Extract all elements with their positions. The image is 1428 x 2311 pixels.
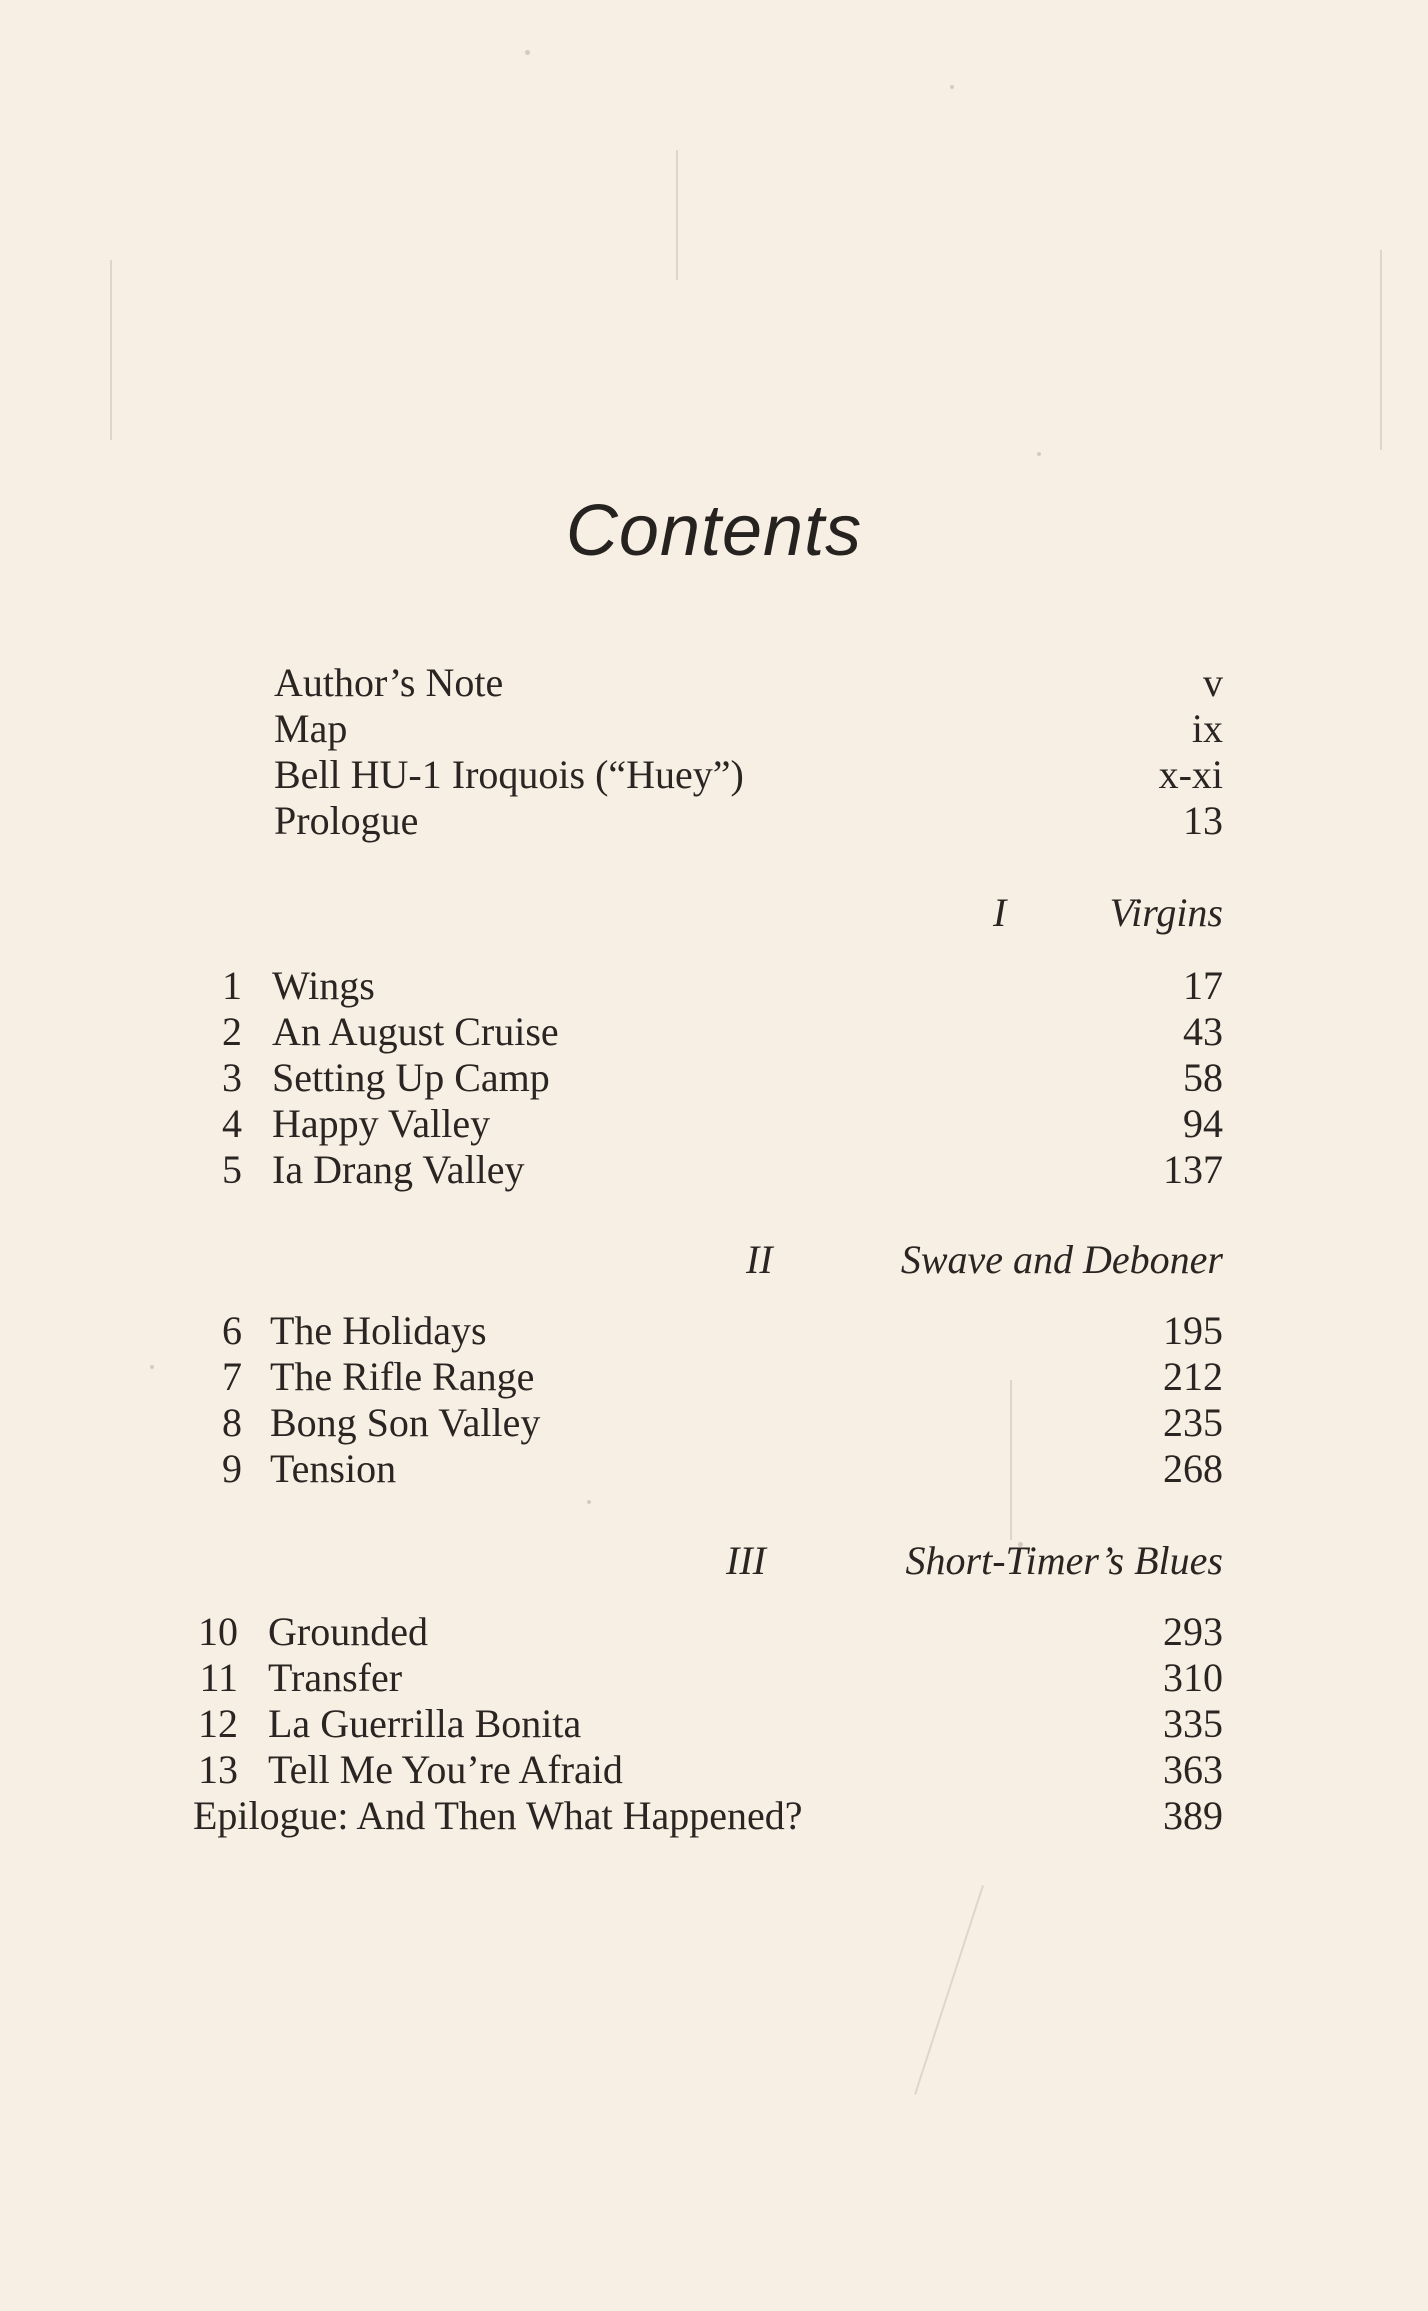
toc-chapter [0, 1308, 1428, 1354]
chapter-number: 3 [222, 1055, 242, 1100]
toc-entry [0, 798, 1428, 844]
chapter-title: Ia Drang Valley [272, 1147, 525, 1192]
part-name: Virgins [1109, 890, 1223, 935]
toc-chapter [0, 1400, 1428, 1446]
chapter-number: 13 [198, 1747, 238, 1792]
toc-chapter [0, 1609, 1428, 1655]
chapter-title: Bong Son Valley [270, 1400, 541, 1445]
entry-label: Map [274, 706, 348, 751]
entry-page: x-xi [1158, 752, 1223, 797]
toc-chapter [0, 1747, 1428, 1793]
paper-speck [1037, 452, 1041, 456]
toc-chapter [0, 1147, 1428, 1193]
chapter-page: 212 [1163, 1354, 1223, 1399]
toc-chapter [0, 1354, 1428, 1400]
paper-speck [525, 50, 530, 55]
chapter-page: 58 [1183, 1055, 1223, 1100]
chapter-page: 43 [1183, 1009, 1223, 1054]
chapter-number: 6 [222, 1308, 242, 1353]
chapter-number: 2 [222, 1009, 242, 1054]
chapter-number: 12 [198, 1701, 238, 1746]
paper-scratch [914, 1885, 984, 2095]
part-numeral: I [993, 890, 1007, 935]
chapter-number: 1 [222, 963, 242, 1008]
entry-page: 13 [1183, 798, 1223, 843]
epilogue-page: 389 [1163, 1793, 1223, 1838]
chapter-page: 17 [1183, 963, 1223, 1008]
chapter-title: Tell Me You’re Afraid [268, 1747, 623, 1792]
paper-scratch [676, 150, 678, 280]
entry-label: Author’s Note [274, 660, 504, 705]
chapter-title: The Rifle Range [270, 1354, 535, 1399]
entry-label: Prologue [274, 798, 419, 843]
chapter-number: 4 [222, 1101, 242, 1146]
toc-entry [0, 660, 1428, 706]
toc-chapter [0, 1701, 1428, 1747]
chapter-page: 235 [1163, 1400, 1223, 1445]
paper-scratch [110, 260, 112, 440]
chapter-number: 9 [222, 1446, 242, 1491]
chapter-title: Happy Valley [272, 1101, 491, 1146]
part-name: Short-Timer’s Blues [905, 1538, 1223, 1583]
toc-chapter [0, 1009, 1428, 1055]
chapter-title: La Guerrilla Bonita [268, 1701, 582, 1746]
entry-page: v [1203, 660, 1223, 705]
chapter-number: 7 [222, 1354, 242, 1399]
chapter-number: 10 [198, 1609, 238, 1654]
chapter-title: Setting Up Camp [272, 1055, 550, 1100]
part-name: Swave and Deboner [900, 1237, 1223, 1282]
chapter-title: Grounded [268, 1609, 428, 1654]
chapter-title: The Holidays [270, 1308, 487, 1353]
entry-label: Bell HU-1 Iroquois (“Huey”) [274, 752, 744, 797]
chapter-title: An August Cruise [272, 1009, 559, 1054]
chapter-number: 8 [222, 1400, 242, 1445]
chapter-title: Transfer [268, 1655, 403, 1700]
epilogue-label: Epilogue: And Then What Happened? [193, 1793, 803, 1838]
chapter-page: 335 [1163, 1701, 1223, 1746]
chapter-number: 11 [199, 1655, 238, 1700]
paper-speck [950, 85, 954, 89]
chapter-page: 293 [1163, 1609, 1223, 1654]
page-title: Contents [565, 491, 863, 571]
toc-epilogue [0, 1793, 1428, 1839]
toc-chapter [0, 963, 1428, 1009]
chapter-page: 137 [1163, 1147, 1223, 1192]
toc-entry [0, 752, 1428, 798]
chapter-page: 94 [1183, 1101, 1223, 1146]
paper-speck [587, 1500, 591, 1504]
chapter-page: 268 [1163, 1446, 1223, 1491]
chapter-title: Wings [272, 963, 375, 1008]
chapter-page: 363 [1163, 1747, 1223, 1792]
entry-page: ix [1191, 706, 1223, 751]
toc-chapter [0, 1446, 1428, 1492]
toc-entry [0, 706, 1428, 752]
chapter-page: 195 [1163, 1308, 1223, 1353]
part-numeral: III [726, 1538, 766, 1583]
toc-chapter [0, 1655, 1428, 1701]
chapter-number: 5 [222, 1147, 242, 1192]
chapter-page: 310 [1163, 1655, 1223, 1700]
toc-chapter [0, 1055, 1428, 1101]
chapter-title: Tension [270, 1446, 397, 1491]
part-numeral: II [746, 1237, 773, 1282]
paper-scratch [1380, 250, 1382, 450]
toc-chapter [0, 1101, 1428, 1147]
